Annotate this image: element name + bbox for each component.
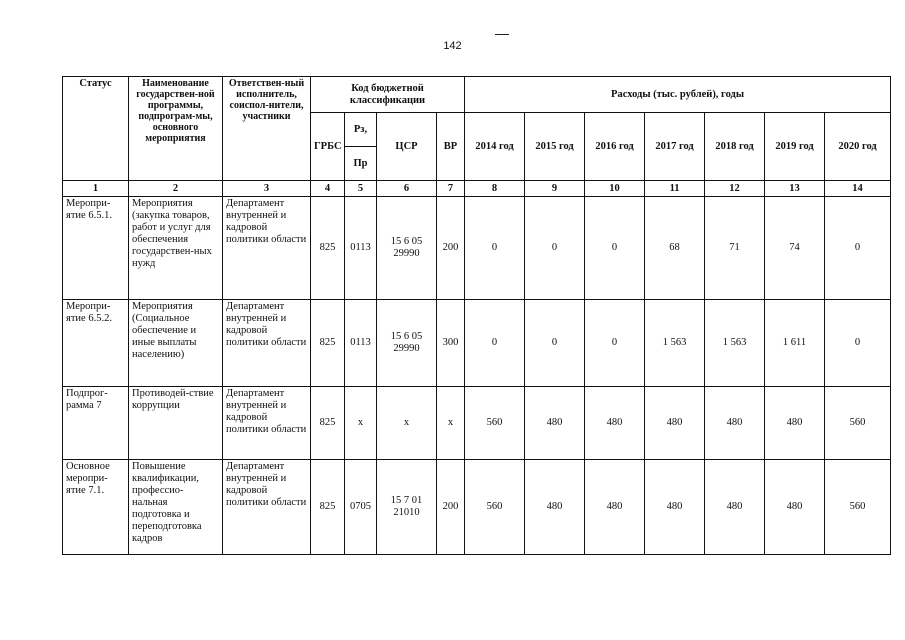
row-grbs: 825 bbox=[311, 300, 345, 387]
row-value: 480 bbox=[525, 387, 585, 460]
row-value: 0 bbox=[525, 197, 585, 300]
column-number: 13 bbox=[765, 181, 825, 197]
row-responsible: Департамент внутренней и кадровой политики области bbox=[223, 197, 311, 300]
header-year: 2014 год bbox=[465, 113, 525, 181]
row-value: 71 bbox=[705, 197, 765, 300]
row-value: 74 bbox=[765, 197, 825, 300]
header-responsible: Ответствен-ный исполнитель, соиспол-нители, участники bbox=[223, 77, 311, 181]
column-number: 1 bbox=[63, 181, 129, 197]
row-value: 560 bbox=[825, 460, 891, 555]
row-value: 1 563 bbox=[645, 300, 705, 387]
row-rzpr: х bbox=[345, 387, 377, 460]
table-row bbox=[63, 387, 891, 460]
row-value: 480 bbox=[705, 460, 765, 555]
column-number: 7 bbox=[437, 181, 465, 197]
row-vr: 300 bbox=[437, 300, 465, 387]
row-rzpr: 0113 bbox=[345, 197, 377, 300]
row-value: 0 bbox=[525, 300, 585, 387]
header-status: Статус bbox=[63, 77, 129, 181]
header-grbs: ГРБС bbox=[311, 113, 345, 181]
row-responsible: Департамент внутренней и кадровой политики области bbox=[223, 300, 311, 387]
header-year: 2016 год bbox=[585, 113, 645, 181]
row-value: 480 bbox=[765, 387, 825, 460]
row-vr: х bbox=[437, 387, 465, 460]
row-vr: 200 bbox=[437, 197, 465, 300]
row-status: Подпрог-рамма 7 bbox=[63, 387, 129, 460]
header-year: 2018 год bbox=[705, 113, 765, 181]
row-value: 560 bbox=[465, 460, 525, 555]
column-number: 6 bbox=[377, 181, 437, 197]
row-grbs: 825 bbox=[311, 197, 345, 300]
header-budget-code: Код бюджетной классификации bbox=[311, 77, 465, 113]
row-grbs: 825 bbox=[311, 387, 345, 460]
column-number: 5 bbox=[345, 181, 377, 197]
table-row bbox=[63, 460, 891, 555]
header-rz: Рз, bbox=[345, 113, 377, 147]
page-mark bbox=[495, 34, 509, 35]
row-value: 480 bbox=[645, 460, 705, 555]
column-number: 8 bbox=[465, 181, 525, 197]
row-responsible: Департамент внутренней и кадровой политики области bbox=[223, 387, 311, 460]
column-number: 2 bbox=[129, 181, 223, 197]
row-responsible: Департамент внутренней и кадровой политики области bbox=[223, 460, 311, 555]
column-number: 11 bbox=[645, 181, 705, 197]
row-value: 0 bbox=[825, 197, 891, 300]
row-csr: 15 6 05 29990 bbox=[377, 300, 437, 387]
row-status: Меропри-ятие 6.5.2. bbox=[63, 300, 129, 387]
row-csr: 15 6 05 29990 bbox=[377, 197, 437, 300]
header-year: 2017 год bbox=[645, 113, 705, 181]
row-value: 0 bbox=[585, 197, 645, 300]
column-number: 9 bbox=[525, 181, 585, 197]
column-number: 12 bbox=[705, 181, 765, 197]
row-grbs: 825 bbox=[311, 460, 345, 555]
table-row bbox=[63, 197, 891, 300]
column-number-row bbox=[63, 181, 891, 197]
header-csr: ЦСР bbox=[377, 113, 437, 181]
row-rzpr: 0113 bbox=[345, 300, 377, 387]
row-value: 480 bbox=[585, 387, 645, 460]
table-row bbox=[63, 300, 891, 387]
row-vr: 200 bbox=[437, 460, 465, 555]
row-value: 1 611 bbox=[765, 300, 825, 387]
header-year: 2019 год bbox=[765, 113, 825, 181]
row-value: 0 bbox=[465, 300, 525, 387]
column-number: 4 bbox=[311, 181, 345, 197]
page-number: 142 bbox=[443, 40, 462, 52]
row-value: 560 bbox=[465, 387, 525, 460]
header-year: 2015 год bbox=[525, 113, 585, 181]
row-value: 0 bbox=[465, 197, 525, 300]
row-name: Повышение квалификации, профессио-нальная подготовка и переподготовка кадров bbox=[129, 460, 223, 555]
row-value: 0 bbox=[825, 300, 891, 387]
header-expenses: Расходы (тыс. рублей), годы bbox=[465, 77, 891, 113]
row-value: 0 bbox=[585, 300, 645, 387]
budget-table bbox=[62, 76, 891, 555]
column-number: 3 bbox=[223, 181, 311, 197]
header-year: 2020 год bbox=[825, 113, 891, 181]
row-csr: х bbox=[377, 387, 437, 460]
row-value: 560 bbox=[825, 387, 891, 460]
row-status: Меропри-ятие 6.5.1. bbox=[63, 197, 129, 300]
row-value: 480 bbox=[525, 460, 585, 555]
header-name: Наименование государствен-ной программы, подпрограм-мы, основного мероприятия bbox=[129, 77, 223, 181]
row-name: Противодей-ствие коррупции bbox=[129, 387, 223, 460]
row-value: 480 bbox=[765, 460, 825, 555]
row-status: Основное меропри-ятие 7.1. bbox=[63, 460, 129, 555]
column-number: 10 bbox=[585, 181, 645, 197]
row-rzpr: 0705 bbox=[345, 460, 377, 555]
row-csr: 15 7 01 21010 bbox=[377, 460, 437, 555]
row-value: 480 bbox=[585, 460, 645, 555]
row-name: Мероприятия (закупка товаров, работ и услуг для обеспечения государствен-ных нужд bbox=[129, 197, 223, 300]
row-name: Мероприятия (Социальное обеспечение и иные выплаты населению) bbox=[129, 300, 223, 387]
header-vr: ВР bbox=[437, 113, 465, 181]
row-value: 480 bbox=[645, 387, 705, 460]
row-value: 1 563 bbox=[705, 300, 765, 387]
column-number: 14 bbox=[825, 181, 891, 197]
row-value: 68 bbox=[645, 197, 705, 300]
header-pr: Пр bbox=[345, 147, 377, 181]
row-value: 480 bbox=[705, 387, 765, 460]
